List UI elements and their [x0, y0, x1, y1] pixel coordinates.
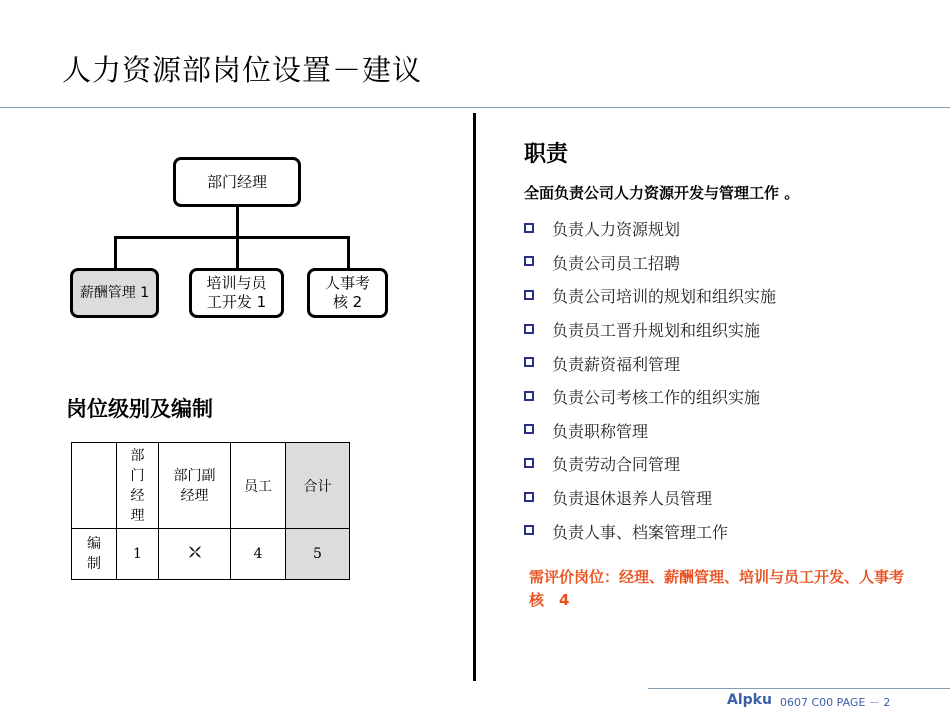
responsibilities-summary: 全面负责公司人力资源开发与管理工作 。: [524, 184, 800, 202]
grade-section-title: 岗位级别及编制: [66, 397, 213, 421]
cross-mark-icon: [187, 544, 203, 560]
responsibilities-heading: 职责: [524, 142, 569, 167]
duty-text: 负责公司考核工作的组织实施: [552, 388, 761, 408]
duty-text: 负责劳动合同管理: [552, 455, 681, 475]
duty-text: 负责人力资源规划: [552, 220, 681, 240]
list-item: [524, 414, 776, 448]
checkbox-bullet-icon: [524, 290, 534, 300]
org-connector: [236, 207, 239, 237]
value-manager: 1: [133, 546, 142, 562]
list-item: [524, 447, 776, 481]
duty-text: 负责退休退养人员管理: [552, 489, 713, 509]
org-connector: [347, 236, 350, 268]
table-cell: [117, 529, 159, 580]
duty-text: 负责人事、档案管理工作: [552, 522, 729, 542]
checkbox-bullet-icon: [524, 492, 534, 502]
duty-text: 负责员工晋升规划和组织实施: [552, 321, 761, 341]
list-item: [524, 346, 776, 380]
org-child-label: 人事考核 2: [324, 274, 370, 311]
page-number: 0607 C00 PAGE － 2: [780, 696, 891, 709]
org-box-training: [189, 268, 284, 318]
checkbox-bullet-icon: [524, 357, 534, 367]
table-cell: [286, 529, 350, 580]
duty-text: 负责公司培训的规划和组织实施: [552, 287, 777, 307]
duty-text: 负责公司员工招聘: [552, 253, 681, 273]
checkbox-bullet-icon: [524, 424, 534, 434]
row-label: 编制: [87, 536, 101, 572]
list-item: [524, 313, 776, 347]
header-staff: 员工: [244, 478, 272, 495]
header-deputy: 部门副经理: [173, 467, 216, 504]
org-box-root: [173, 157, 301, 207]
checkbox-bullet-icon: [524, 256, 534, 266]
table-row-label-cell: [72, 529, 117, 580]
duty-text: 负责职称管理: [552, 421, 649, 441]
org-child-label: 薪酬管理 1: [79, 284, 150, 301]
page-title: 人力资源部岗位设置－建议: [62, 53, 423, 87]
company-logo: Alpku: [727, 692, 772, 708]
header-manager: 部门经理: [130, 447, 145, 524]
list-item: [524, 481, 776, 515]
org-connector: [114, 236, 350, 239]
evaluation-note: 需评价岗位：经理、薪酬管理、培训与员工开发、人事考核 4: [529, 568, 905, 609]
org-root-label: 部门经理: [206, 172, 267, 191]
list-item: [524, 212, 776, 246]
title-rule: [0, 107, 950, 108]
duty-list: [524, 212, 776, 548]
list-item: [524, 380, 776, 414]
org-child-label: 培训与员工开发 1: [206, 274, 267, 311]
table-header-cell: [117, 443, 159, 529]
value-total: 5: [313, 546, 322, 562]
footer-rule: [648, 688, 950, 689]
checkbox-bullet-icon: [524, 458, 534, 468]
org-box-compensation: [70, 268, 159, 318]
org-connector: [114, 236, 117, 268]
table-corner-cell: [72, 443, 117, 529]
checkbox-bullet-icon: [524, 324, 534, 334]
checkbox-bullet-icon: [524, 223, 534, 233]
table-cell: [231, 529, 286, 580]
org-box-personnel: [307, 268, 388, 318]
table-header-cell: [286, 443, 350, 529]
table-header-cell: [159, 443, 231, 529]
table-header-cell: [231, 443, 286, 529]
value-staff: 4: [253, 546, 263, 562]
list-item: [524, 514, 776, 548]
header-total: 合计: [303, 478, 332, 495]
table-header-row: [72, 443, 350, 529]
checkbox-bullet-icon: [524, 525, 534, 535]
list-item: [524, 246, 776, 280]
list-item: [524, 279, 776, 313]
checkbox-bullet-icon: [524, 391, 534, 401]
duty-text: 负责薪资福利管理: [552, 354, 681, 374]
grade-table: [71, 442, 350, 580]
column-divider: [473, 113, 476, 681]
table-cell: [159, 529, 231, 580]
table-row: [72, 529, 350, 580]
org-connector: [236, 236, 239, 268]
